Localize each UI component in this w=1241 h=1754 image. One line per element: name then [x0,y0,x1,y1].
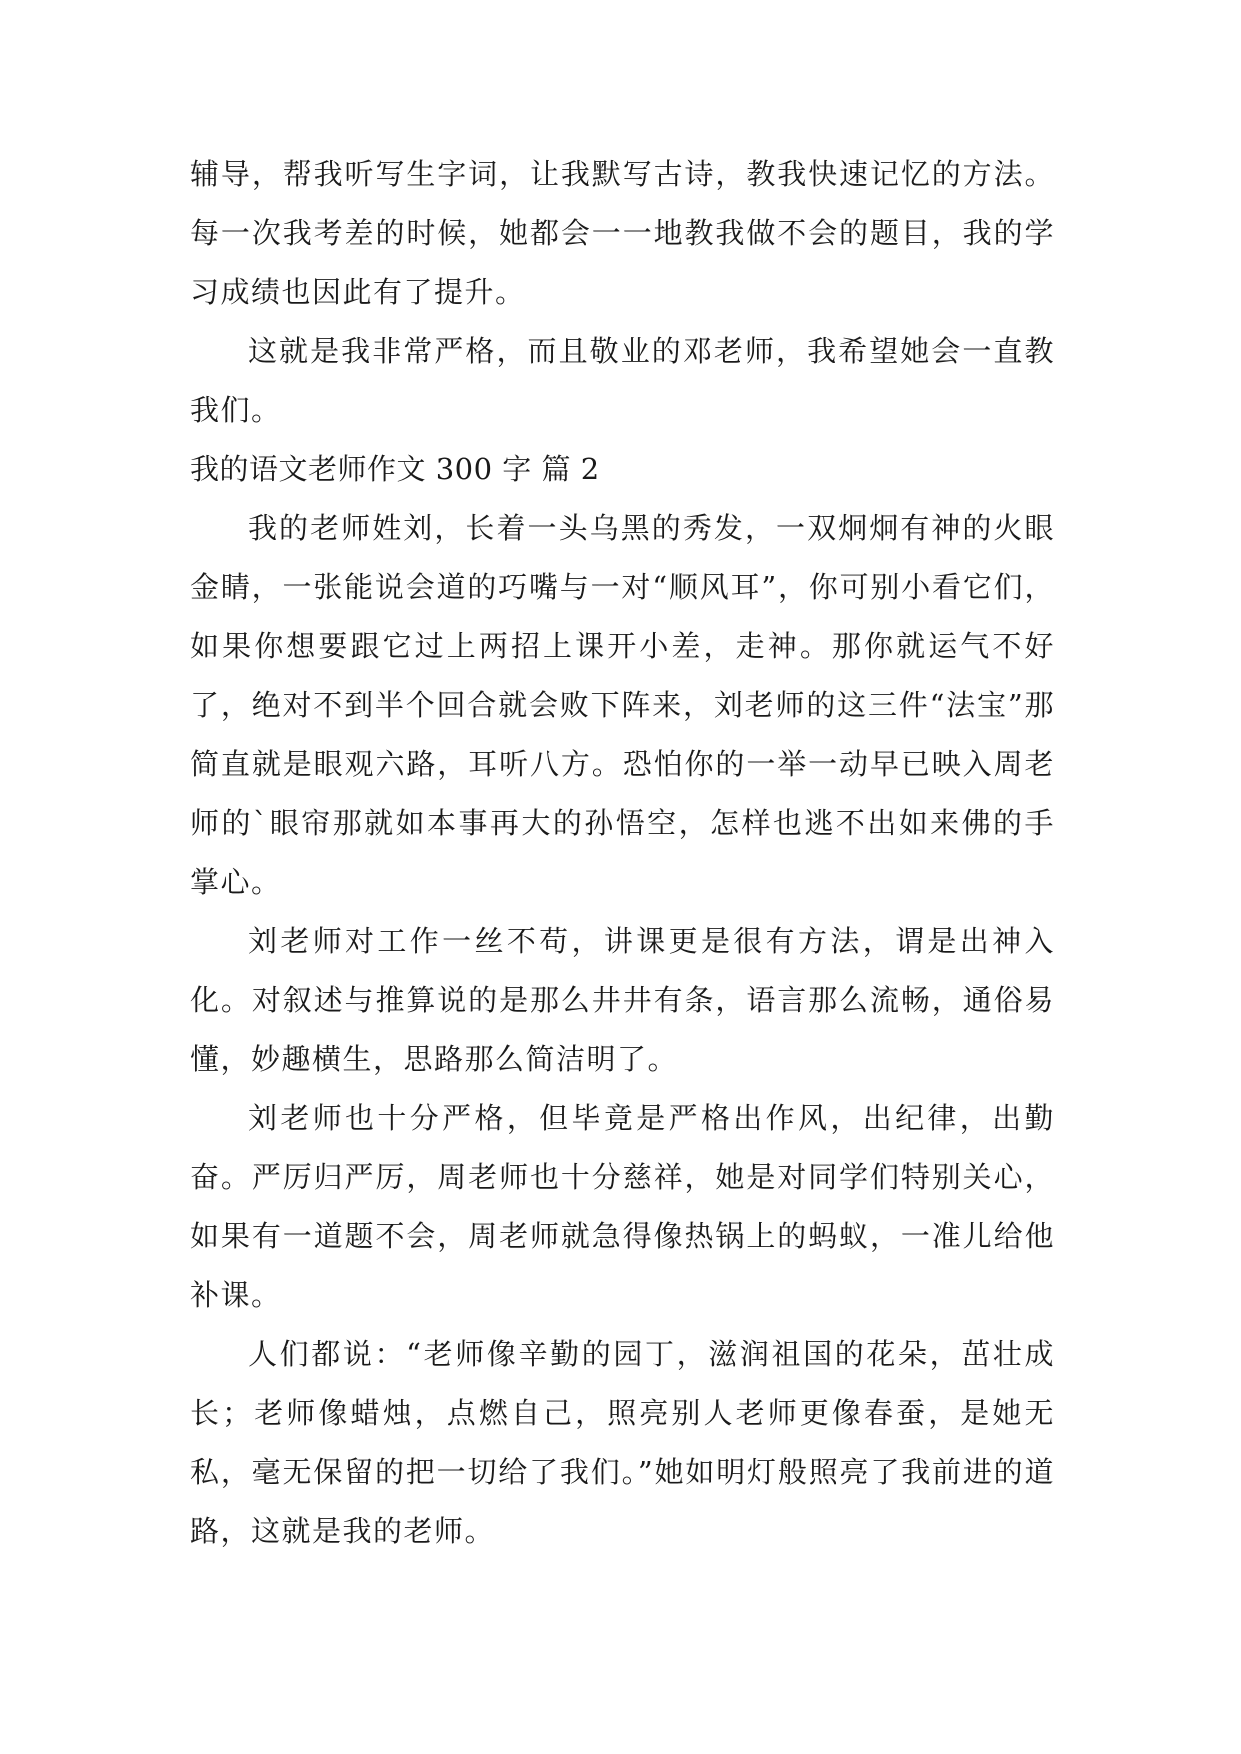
paragraph-strict-teacher: 刘老师也十分严格，但毕竟是严格出作风，出纪律，出勤奋。严厉归严厉，周老师也十分慈祥，她是对同学们特别关心，如果有一道题不会，周老师就急得像热锅上的蚂蚁，一准儿给他补课。 [190,1101,1055,1312]
paragraph-teacher-description: 我的老师姓刘，长着一头乌黑的秀发，一双炯炯有神的火眼金睛，一张能说会道的巧嘴与一对“顺风耳”，你可别小看它们，如果你想要跟它过上两招上课开小差，走神。那你就运气不好了，绝对不到半个回合就会败下阵来，刘老师的这三件“法宝”那简直就是眼观六路，耳听八方。恐怕你的一举一动早已映入周老师的`眼帘那就如本事再大的孙悟空，怎样也逃不出如来佛的手掌心。 [190,511,1055,899]
paragraph-closing: 人们都说：“老师像辛勤的园丁，滋润祖国的花朵，茁壮成长；老师像蜡烛，点燃自己，照亮别人老师更像春蚕，是她无私，毫无保留的把一切给了我们。”她如明灯般照亮了我前进的道路，这就是我的老师。 [190,1337,1055,1548]
paragraph-continued: 辅导，帮我听写生字词，让我默写古诗，教我快速记忆的方法。每一次我考差的时候，她都会一一地教我做不会的题目，我的学习成绩也因此有了提升。 [190,157,1055,309]
section-title: 我的语文老师作文 300 字 篇 2 [190,452,600,486]
document-body [190,145,1055,1561]
paragraph-conclusion: 这就是我非常严格，而且敬业的邓老师，我希望她会一直教我们。 [190,334,1055,427]
paragraph-teaching-method: 刘老师对工作一丝不苟，讲课更是很有方法，谓是出神入化。对叙述与推算说的是那么井井有条，语言那么流畅，通俗易懂，妙趣横生，思路那么简洁明了。 [190,924,1055,1076]
